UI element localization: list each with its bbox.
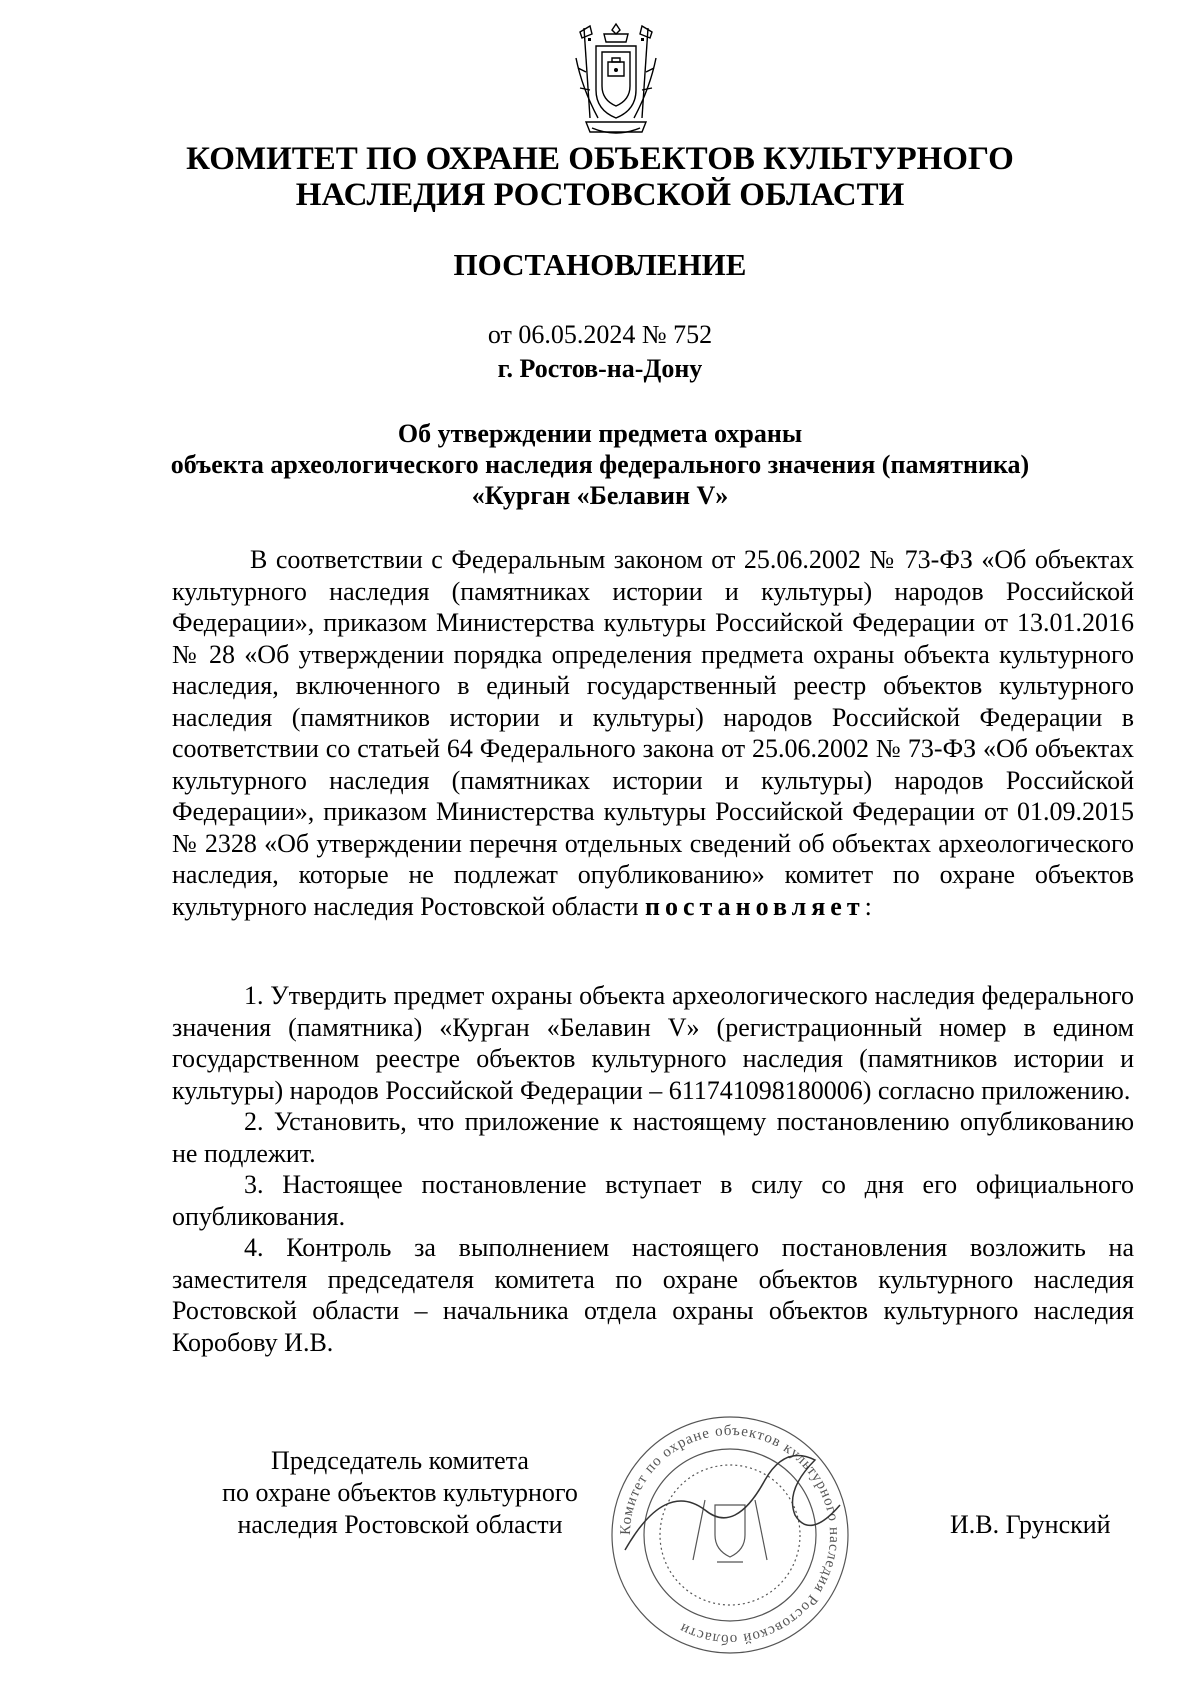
- regional-coat-of-arms-icon: [566, 18, 666, 142]
- signer-title-line-2: по охране объектов культурного: [222, 1478, 578, 1507]
- document-type: ПОСТАНОВЛЕНИЕ: [453, 247, 747, 282]
- document-subject: [0, 418, 1200, 511]
- subject-line-1: Об утверждении предмета охраны: [397, 419, 803, 448]
- resolution-items: [172, 980, 1134, 1358]
- resolution-item-4: 4. Контроль за выполнением настоящего постановления возложить на заместителя председателя комитета по охране объектов культурного наследия Ростовской области – начальника отдела охраны объектов культурного наследия Коробову И.В.: [172, 1233, 1134, 1357]
- resolution-item-3: 3. Настоящее постановление вступает в силу со дня его официального опубликования.: [172, 1170, 1134, 1231]
- decree-word: постановляет: [645, 891, 865, 921]
- preamble-colon: :: [864, 891, 872, 921]
- organization-title: [0, 141, 1200, 213]
- preamble-paragraph: [172, 544, 1134, 922]
- document-city: г. Ростов-на-Дону: [497, 354, 703, 383]
- signer-title-line-1: Председатель комитета: [271, 1446, 529, 1475]
- official-round-seal-icon: [605, 1410, 855, 1660]
- organization-title-line-2: НАСЛЕДИЯ РОСТОВСКОЙ ОБЛАСТИ: [295, 177, 905, 213]
- preamble-text: В соответствии с Федеральным законом от 25.06.2002 № 73-ФЗ «Об объектах культурного наследия (памятниках истории и культуры) народов Российской Федерации», приказом Министерства культуры Российской Федерации от 13.01.2016 № 28 «Об утверждении порядка определения предмета охраны объекта культурного наследия, включенного в единый государственный реестр объектов культурного наследия (памятников истории и культуры) народов Российской Федерации в соответствии со статьей 64 Федерального закона от 25.06.2002 № 73-ФЗ «Об объектах культурного наследия (памятниках истории и культуры) народов Российской Федерации», приказом Министерства культуры Российской Федерации от 01.09.2015 № 2328 «Об утверждении перечня отдельных сведений об объектах археологического наследия, которые не подлежат опубликованию» комитет по охране объектов культурного наследия Ростовской области: [172, 545, 1134, 921]
- subject-line-2: объекта археологического наследия федерального значения (памятника): [170, 450, 1030, 479]
- signer-name: И.В. Грунский: [950, 1510, 1111, 1539]
- resolution-item-2: 2. Установить, что приложение к настоящему постановлению опубликованию не подлежит.: [172, 1107, 1134, 1168]
- seal-text: Комитет по охране объектов культурного наследия Ростовской области: [617, 1422, 843, 1648]
- organization-title-line-1: КОМИТЕТ ПО ОХРАНЕ ОБЪЕКТОВ КУЛЬТУРНОГО: [186, 141, 1014, 177]
- document-date-number: от 06.05.2024 № 752: [487, 320, 713, 349]
- resolution-item-1: 1. Утвердить предмет охраны объекта археологического наследия федерального значения (памятника) «Курган «Белавин V» (регистрационный номер в едином государственном реестре объектов культурного наследия (памятников истории и культуры) народов Российской Федерации – 611741098180006) согласно приложению.: [172, 981, 1134, 1105]
- subject-line-3: «Курган «Белавин V»: [471, 481, 729, 510]
- signer-title-line-3: наследия Ростовской области: [237, 1510, 563, 1539]
- signer-title: [180, 1445, 620, 1541]
